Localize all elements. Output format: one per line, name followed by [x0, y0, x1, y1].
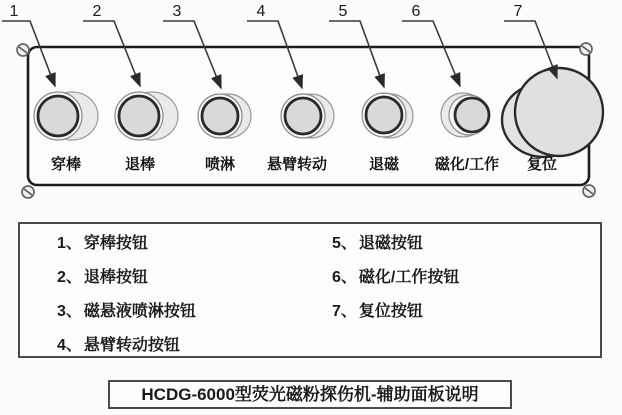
button-caption: 退磁: [368, 156, 400, 173]
panel-button-1: [34, 92, 98, 140]
legend-column-right: [332, 224, 600, 356]
legend-item-text: 退棒按钮: [83, 269, 148, 286]
corner-screw-icon: [22, 186, 34, 198]
legend-item-text: 退磁按钮: [358, 235, 423, 252]
callout-number: 3: [172, 3, 182, 20]
panel-button-5: [362, 93, 413, 138]
button-caption: 复位: [526, 156, 558, 173]
button-caption: 退棒: [124, 156, 156, 173]
legend-item-text: 穿棒按钮: [83, 235, 148, 252]
callout-number: 5: [338, 3, 348, 20]
callout-number: 7: [513, 3, 523, 20]
legend-item: [57, 227, 332, 261]
diagram-caption: HCDG-6000型荧光磁粉探伤机-辅助面板说明: [108, 380, 512, 409]
callout-number: 1: [9, 3, 19, 20]
legend-item-number: 1、: [57, 235, 82, 252]
button-caption: 喷淋: [204, 156, 236, 173]
legend-item-text: 复位按钮: [358, 303, 423, 320]
corner-screw-icon: [583, 185, 595, 197]
legend-item-text: 磁悬液喷淋按钮: [83, 303, 196, 320]
callout-number: 2: [92, 3, 102, 20]
panel-button-2: [115, 92, 178, 140]
legend-item-text: 悬臂转动按钮: [83, 337, 180, 354]
legend-box: [18, 222, 602, 358]
corner-screw-icon: [580, 43, 592, 55]
panel-button-4: [281, 94, 334, 138]
legend-item: [57, 295, 332, 329]
legend-item-number: 3、: [57, 303, 82, 320]
legend-item: [332, 227, 600, 261]
legend-item: [57, 261, 332, 295]
legend-column-left: [20, 224, 332, 356]
button-caption: 磁化/工作: [434, 156, 500, 173]
legend-item: [332, 261, 600, 295]
panel-button-6: [441, 93, 489, 137]
legend-item: [332, 295, 600, 329]
callout-number: 6: [411, 3, 421, 20]
button-caption: 穿棒: [50, 156, 82, 173]
legend-item: [57, 329, 332, 363]
button-caption: 悬臂转动: [266, 156, 328, 173]
legend-item-number: 2、: [57, 269, 82, 286]
legend-item-number: 6、: [332, 269, 357, 286]
legend-item-number: 7、: [332, 303, 357, 320]
callout-number: 4: [256, 3, 266, 20]
legend-item-number: 5、: [332, 235, 357, 252]
legend-item-number: 4、: [57, 337, 82, 354]
legend-item-text: 磁化/工作按钮: [358, 269, 460, 286]
corner-screw-icon: [17, 44, 29, 56]
panel-button-3: [198, 94, 251, 138]
